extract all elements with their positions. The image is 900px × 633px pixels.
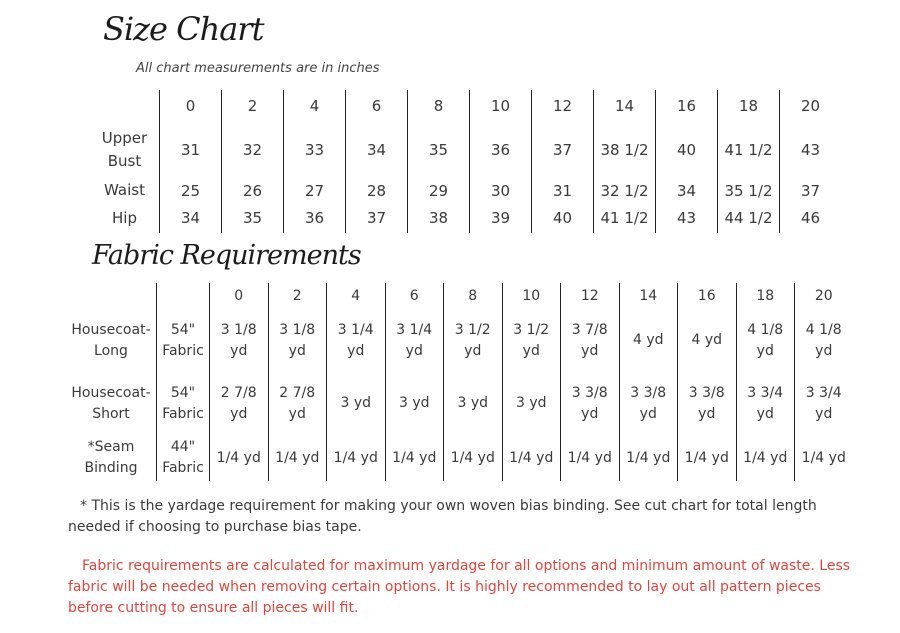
size-header — [594, 90, 656, 122]
yardage-cell-text: 3 3/8 — [688, 384, 725, 401]
measurement-cell-text: 25 — [180, 181, 201, 200]
measurement-cell-text: 35 — [428, 141, 449, 159]
size-header — [795, 283, 853, 309]
bias-binding-footnote: * This is the yardage requirement for making your own woven bias binding. See cut chart for total length needed if choosing to purchase bias tape. — [68, 498, 817, 535]
size-header-text: 6 — [371, 97, 382, 115]
measurement-cell — [346, 178, 408, 203]
yardage-cell-text: 1/4 yd — [743, 449, 788, 466]
yardage-cell — [385, 309, 444, 372]
yardage-cell — [736, 309, 795, 372]
size-header — [284, 90, 346, 122]
size-header-text: 18 — [756, 287, 775, 304]
yardage-cell-text: 4 yd — [632, 332, 664, 348]
yardage-cell — [385, 435, 444, 481]
measurement-cell-text: 38 — [428, 209, 449, 227]
size-header-text: 20 — [800, 97, 821, 115]
yardage-cell-text: yd — [815, 342, 833, 359]
row-label-text: Hip — [112, 208, 137, 227]
yardage-cell — [444, 309, 503, 372]
size-header-text: 12 — [552, 97, 573, 115]
yardage-cell-text: yd — [522, 342, 540, 359]
measurement-cell-text: 31 — [180, 141, 201, 159]
yardage-cell-text: 3 1/8 — [220, 321, 257, 338]
measurement-cell — [718, 203, 780, 233]
yardage-cell — [678, 309, 737, 372]
size-header — [327, 283, 386, 309]
yardage-cell-text: yd — [639, 405, 657, 422]
measurement-cell — [780, 178, 842, 203]
measurement-cell-text: 41 1/2 — [724, 141, 773, 159]
measurement-cell — [780, 122, 842, 178]
yardage-cell — [619, 309, 678, 372]
yardage-cell-text: yd — [405, 342, 423, 359]
measurement-cell — [594, 122, 656, 178]
fabric-requirements-title: Fabric Requirements — [92, 240, 361, 271]
measurement-cell — [532, 203, 594, 233]
fabric-width-cell-text: 54" — [170, 321, 196, 338]
table-row — [90, 178, 841, 203]
yardage-cell-text: 4 1/8 — [805, 321, 842, 338]
size-header-text: 18 — [738, 97, 759, 115]
table-row — [90, 122, 841, 178]
table-row — [90, 203, 841, 233]
yardage-cell — [678, 372, 737, 435]
yardage-cell-text: 3 3/4 — [805, 384, 842, 401]
yardage-cell-text: 3 1/4 — [337, 321, 374, 338]
fabric-width-cell — [157, 435, 210, 481]
measurement-cell — [222, 178, 284, 203]
size-header — [561, 283, 620, 309]
measurement-cell-text: 33 — [304, 141, 325, 159]
fabric-width-cell — [157, 372, 210, 435]
measurement-cell — [222, 203, 284, 233]
row-label-text: Long — [94, 342, 128, 359]
size-header — [385, 283, 444, 309]
size-chart-subtitle: All chart measurements are in inches — [136, 61, 380, 76]
measurement-cell-text: 28 — [366, 181, 387, 200]
yardage-cell-text: yd — [464, 342, 482, 359]
measurement-cell-text: 37 — [552, 141, 573, 159]
fabric-width-cell-text: Fabric — [162, 405, 204, 422]
yardage-cell-text: 1/4 yd — [275, 449, 320, 466]
yardage-cell — [268, 309, 327, 372]
measurement-cell — [532, 178, 594, 203]
size-header-text: 0 — [185, 97, 196, 115]
yardage-cell — [795, 372, 853, 435]
row-label-text: Bust — [107, 152, 142, 170]
size-header-text: 0 — [234, 287, 244, 304]
fabric-width-cell — [157, 309, 210, 372]
measurement-cell — [532, 122, 594, 178]
yardage-cell-text: yd — [230, 342, 248, 359]
measurement-cell-text: 34 — [180, 209, 201, 227]
fabric-width-cell-text: Fabric — [162, 460, 204, 476]
measurement-cell-text: 43 — [800, 141, 821, 159]
yardage-cell-text: 3 1/4 — [396, 321, 433, 338]
measurement-cell — [656, 178, 718, 203]
corner-cell — [90, 90, 160, 122]
measurement-cell-text: 41 1/2 — [600, 209, 649, 227]
measurement-cell — [160, 203, 222, 233]
yardage-cell — [327, 435, 386, 481]
fabric-requirements-table — [66, 283, 853, 481]
yardage-cell-text: yd — [288, 405, 306, 422]
yardage-cell — [444, 372, 503, 435]
row-label — [90, 122, 160, 178]
table-row — [66, 309, 853, 372]
yardage-cell-text: yd — [756, 405, 774, 422]
fabric-width-cell-text: 54" — [170, 384, 196, 401]
size-header — [222, 90, 284, 122]
size-header-text: 8 — [468, 287, 478, 304]
yardage-cell-text: 1/4 yd — [216, 449, 261, 466]
row-label — [90, 203, 160, 233]
size-header — [268, 283, 327, 309]
yardage-cell-text: 1/4 yd — [684, 449, 729, 466]
size-header-text: 14 — [639, 287, 658, 304]
row-label-text: Short — [92, 405, 130, 422]
yardage-cell-text: 1/4 yd — [392, 449, 437, 466]
size-header-text: 4 — [351, 287, 361, 304]
fabric-width-header — [157, 283, 210, 309]
measurement-cell — [284, 178, 346, 203]
fabric-width-cell-text: 44" — [170, 439, 196, 455]
measurement-cell-text: 32 1/2 — [600, 181, 649, 200]
row-label — [90, 178, 160, 203]
measurement-cell — [408, 178, 470, 203]
yardage-cell-text: 3 yd — [515, 395, 547, 411]
measurement-cell-text: 36 — [490, 141, 511, 159]
measurement-cell — [470, 203, 532, 233]
measurement-cell-text: 37 — [366, 209, 387, 227]
yardage-cell-text: yd — [581, 342, 599, 359]
measurement-cell — [656, 122, 718, 178]
measurement-cell-text: 44 1/2 — [724, 209, 773, 227]
size-header-text: 6 — [409, 287, 419, 304]
yardage-cell-text: yd — [347, 342, 365, 359]
yardage-cell — [268, 372, 327, 435]
yardage-cell — [795, 435, 853, 481]
yardage-cell-text: 3 yd — [457, 395, 489, 411]
measurement-cell — [346, 122, 408, 178]
measurement-cell-text: 39 — [490, 209, 511, 227]
yardage-cell-text: yd — [815, 405, 833, 422]
size-header-text: 4 — [309, 97, 320, 115]
row-label-text: *Seam — [87, 439, 135, 455]
yardage-cell-text: 1/4 yd — [509, 449, 554, 466]
yardage-cell — [561, 372, 620, 435]
yardage-cell — [561, 435, 620, 481]
measurement-cell — [718, 178, 780, 203]
yardage-cell — [268, 435, 327, 481]
row-label-text: Upper — [101, 129, 148, 147]
size-header-text: 14 — [614, 97, 635, 115]
yardage-cell-text: 1/4 yd — [333, 449, 378, 466]
yardage-cell — [327, 309, 386, 372]
measurement-cell — [284, 203, 346, 233]
row-label — [66, 435, 157, 481]
measurement-cell — [718, 122, 780, 178]
measurement-cell-text: 40 — [676, 141, 697, 159]
yardage-cell-text: yd — [288, 342, 306, 359]
size-header — [210, 283, 269, 309]
table-row — [66, 372, 853, 435]
yardage-cell — [619, 372, 678, 435]
measurement-cell-text: 26 — [242, 181, 263, 200]
row-label-text: Housecoat- — [71, 384, 151, 401]
size-header — [678, 283, 737, 309]
yardage-cell-text: 3 7/8 — [571, 321, 608, 338]
measurement-cell-text: 32 — [242, 141, 263, 159]
size-header-text: 8 — [433, 97, 444, 115]
size-header-text: 16 — [697, 287, 716, 304]
yardage-cell — [502, 435, 561, 481]
yardage-cell — [502, 309, 561, 372]
row-label-text: Waist — [104, 181, 145, 199]
yardage-cell-text: 3 yd — [340, 395, 372, 411]
measurement-cell — [594, 203, 656, 233]
yardage-cell — [502, 372, 561, 435]
size-header — [532, 90, 594, 122]
yardage-cell — [444, 435, 503, 481]
measurement-cell-text: 46 — [800, 209, 821, 227]
size-header — [408, 90, 470, 122]
yardage-cell — [385, 372, 444, 435]
measurement-cell — [222, 122, 284, 178]
yardage-cell-text: 1/4 yd — [567, 449, 612, 466]
size-header-text: 10 — [522, 287, 541, 304]
fabric-width-cell-text: Fabric — [162, 342, 204, 359]
yardage-cell — [561, 309, 620, 372]
yardage-cell-text: 3 3/4 — [747, 384, 784, 401]
measurement-cell-text: 34 — [366, 141, 387, 159]
size-header-text: 16 — [676, 97, 697, 115]
measurement-cell — [656, 203, 718, 233]
measurement-cell-text: 35 — [242, 209, 263, 227]
measurement-cell — [160, 178, 222, 203]
yardage-cell — [327, 372, 386, 435]
measurement-cell-text: 30 — [490, 181, 511, 200]
yardage-cell-text: 3 1/2 — [454, 321, 491, 338]
size-header — [470, 90, 532, 122]
yardage-cell — [619, 435, 678, 481]
measurement-cell — [470, 178, 532, 203]
size-header-text: 2 — [247, 97, 258, 115]
measurement-cell-text: 27 — [304, 181, 325, 200]
measurement-cell-text: 43 — [676, 209, 697, 227]
yardage-cell — [736, 435, 795, 481]
yardage-cell-text: 3 1/8 — [279, 321, 316, 338]
yardage-cell — [736, 372, 795, 435]
size-chart-table — [90, 90, 841, 233]
measurement-cell-text: 38 1/2 — [600, 141, 649, 159]
size-header — [736, 283, 795, 309]
size-header-text: 10 — [490, 97, 511, 115]
measurement-cell — [346, 203, 408, 233]
row-label-text: Housecoat- — [71, 321, 151, 338]
measurement-cell — [780, 203, 842, 233]
size-chart-title: Size Chart — [103, 10, 264, 48]
size-header — [780, 90, 842, 122]
yardage-cell-text: 3 yd — [398, 395, 430, 411]
yardage-cell — [678, 435, 737, 481]
yardage-cell-text: yd — [756, 342, 774, 359]
yardage-cell-text: 1/4 yd — [801, 449, 846, 466]
measurement-cell-text: 37 — [800, 181, 821, 200]
size-header — [619, 283, 678, 309]
yardage-cell-text: 2 7/8 — [220, 384, 257, 401]
yardage-cell-text: 4 yd — [691, 332, 723, 348]
size-header — [502, 283, 561, 309]
yardage-cell-text: 2 7/8 — [279, 384, 316, 401]
measurement-cell-text: 31 — [552, 181, 573, 200]
row-label — [66, 372, 157, 435]
size-header-text: 20 — [814, 287, 833, 304]
yardage-cell — [795, 309, 853, 372]
measurement-cell-text: 35 1/2 — [724, 181, 773, 200]
measurement-cell — [408, 203, 470, 233]
size-header — [444, 283, 503, 309]
measurement-cell — [160, 122, 222, 178]
measurement-cell-text: 34 — [676, 181, 697, 200]
yardage-cell-text: 3 3/8 — [630, 384, 667, 401]
yardage-cell-text: 3 1/2 — [513, 321, 550, 338]
row-label — [66, 309, 157, 372]
yardage-cell — [210, 435, 269, 481]
yardage-cell-text: 1/4 yd — [626, 449, 671, 466]
yardage-cell-text: 1/4 yd — [450, 449, 495, 466]
yardage-cell-text: 4 1/8 — [747, 321, 784, 338]
yardage-cell-text: yd — [230, 405, 248, 422]
size-header-text: 12 — [580, 287, 599, 304]
measurement-cell — [594, 178, 656, 203]
measurement-cell — [470, 122, 532, 178]
fabric-disclaimer: Fabric requirements are calculated for maximum yardage for all options and minimum amount of waste. Less fabric will be needed when removing certain options. It is highly recommended to lay out all pattern pieces before cutting to ensure all pieces will fit. — [68, 558, 851, 616]
row-label-text: Binding — [84, 460, 138, 476]
size-header — [346, 90, 408, 122]
yardage-cell — [210, 372, 269, 435]
measurement-cell — [284, 122, 346, 178]
yardage-cell-text: 3 3/8 — [571, 384, 608, 401]
size-header-text: 2 — [292, 287, 302, 304]
size-header — [656, 90, 718, 122]
size-header — [160, 90, 222, 122]
measurement-cell-text: 40 — [552, 209, 573, 227]
measurement-cell-text: 29 — [428, 181, 449, 200]
yardage-cell-text: yd — [698, 405, 716, 422]
size-header — [718, 90, 780, 122]
corner-cell — [66, 283, 157, 309]
measurement-cell-text: 36 — [304, 209, 325, 227]
measurement-cell — [408, 122, 470, 178]
yardage-cell-text: yd — [581, 405, 599, 422]
yardage-cell — [210, 309, 269, 372]
table-row — [66, 435, 853, 481]
